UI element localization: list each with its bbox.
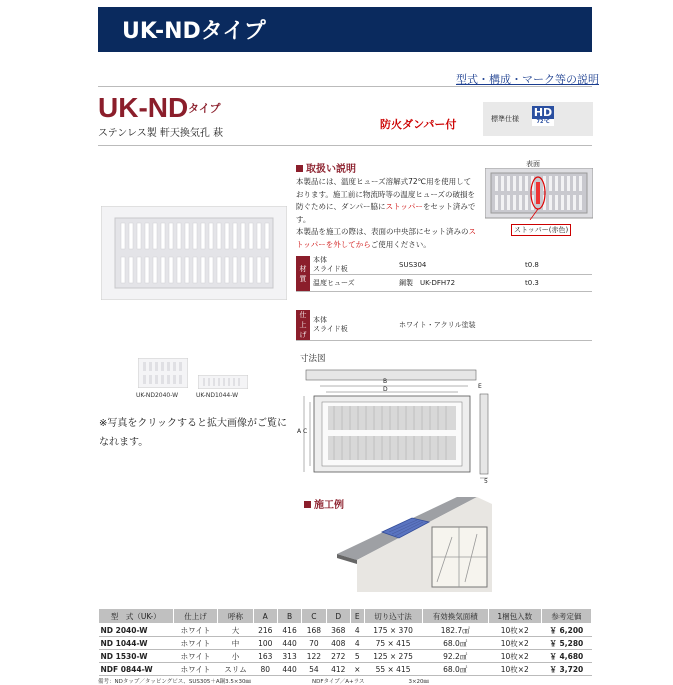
cell-area: 68.0㎠ (422, 663, 488, 676)
dimension-drawing (296, 364, 496, 484)
vent-stopper-icon (485, 168, 593, 220)
spec-name: 本体 スライド板 (310, 256, 396, 275)
footer-left-note: 備考：NDタップ／タッピングビス、SUS305＋A鋼3.5×30㎜ (98, 679, 252, 685)
cell-d: 272 (326, 650, 350, 663)
front-face-label: 表面 (526, 160, 540, 168)
cell-cut: 125 × 275 (364, 650, 422, 663)
stopper-label: ストッパー(赤色) (511, 224, 571, 236)
cell-area: 92.2㎠ (422, 650, 488, 663)
spec-thick: t0.3 (522, 275, 592, 292)
vent-1044-icon (198, 375, 248, 389)
section-square-icon (304, 501, 311, 508)
hd-badge-text: HD (533, 106, 553, 119)
divider (98, 86, 592, 87)
material-label: 材質 (296, 256, 310, 292)
cell-b: 440 (277, 663, 301, 676)
divider (98, 145, 592, 146)
cell-price: ￥ 6,200 (541, 624, 591, 637)
instructions-title (296, 160, 356, 175)
cell-size: 小 (218, 650, 253, 663)
col-c: C (302, 609, 326, 624)
cell-model: ND 2040-W (99, 624, 174, 637)
house-eave-icon (337, 492, 492, 592)
instr-text1-tail: をセット済みです。 (296, 202, 476, 224)
dimension-diagram-icon (296, 364, 496, 484)
cell-c: 54 (302, 663, 326, 676)
dim-label-a: A (297, 428, 302, 435)
instr-text2-red: ストッパーを外してから (296, 227, 476, 249)
material-table (296, 256, 592, 292)
col-d: D (326, 609, 350, 624)
cell-size: 大 (218, 624, 253, 637)
cell-size: 中 (218, 637, 253, 650)
dim-label-b: B (383, 378, 388, 385)
material-row (296, 275, 592, 292)
section-square-icon (296, 165, 303, 172)
dimension-title: 寸法図 (300, 354, 326, 364)
cell-pack: 10枚×2 (488, 637, 541, 650)
cell-d: 412 (326, 663, 350, 676)
cell-b: 313 (277, 650, 301, 663)
cell-model: ND 1044-W (99, 637, 174, 650)
fire-damper-label: 防火ダンパー付 (380, 118, 457, 131)
cell-e: × (350, 663, 364, 676)
product-name: ステンレス製 軒天換気孔 萩 (98, 128, 224, 139)
cell-model: NDF 0844-W (99, 663, 174, 676)
instructions-title-text: 取扱い説明 (306, 164, 356, 175)
price-table (98, 608, 592, 676)
cell-pack: 10枚×2 (488, 624, 541, 637)
col-finish: 仕上げ (173, 609, 218, 624)
cell-a: 163 (253, 650, 277, 663)
hd-badge-icon (532, 106, 554, 126)
model-explanation-link[interactable]: 型式・構成・マーク等の説明 (456, 73, 599, 86)
cell-model: ND 1530-W (99, 650, 174, 663)
vent-large-icon (101, 206, 287, 300)
cell-b: 440 (277, 637, 301, 650)
cell-pack: 10枚×2 (488, 663, 541, 676)
cell-area: 182.7㎠ (422, 624, 488, 637)
cell-e: 5 (350, 650, 364, 663)
col-model: 型 式（UK-） (99, 609, 174, 624)
caption-1044: UK-ND1044-W (196, 392, 239, 399)
cell-e: 4 (350, 624, 364, 637)
cell-a: 100 (253, 637, 277, 650)
cell-price: ￥ 4,680 (541, 650, 591, 663)
hd-badge-temp: 72℃ (532, 119, 554, 126)
photo-note: ※写真をクリックすると拡大画像がご覧になれます。 (99, 418, 287, 448)
finish-label: 仕上げ (296, 310, 310, 341)
instr-text1-red: ストッパー (385, 202, 423, 211)
table-row (99, 624, 592, 637)
spec-value: SUS304 (396, 256, 522, 275)
spec-name: 温度ヒューズ (310, 275, 396, 292)
col-b: B (277, 609, 301, 624)
spec-thick: t0.8 (522, 256, 592, 275)
cell-cut: 75 × 415 (364, 637, 422, 650)
col-a: A (253, 609, 277, 624)
cell-c: 122 (302, 650, 326, 663)
install-illustration (337, 492, 492, 592)
page-title: UK-NDタイプ (122, 19, 266, 44)
cell-size: スリム (218, 663, 253, 676)
standard-spec-label: 標準仕様 (491, 115, 519, 123)
col-price: 参考定価 (541, 609, 591, 624)
cell-finish: ホワイト (173, 637, 218, 650)
col-cut: 切り込寸法 (364, 609, 422, 624)
cell-cut: 175 × 370 (364, 624, 422, 637)
cell-price: ￥ 5,280 (541, 637, 591, 650)
cell-b: 416 (277, 624, 301, 637)
product-photo-1044[interactable] (198, 374, 248, 388)
table-row (99, 637, 592, 650)
stopper-diagram (485, 168, 593, 220)
instr-text1: 本製品には、温度ヒューズ溶解式72℃用を使用しております。施工前に物流時等の温度ヒューズの破損を防ぐために、ダンパー脇に (296, 177, 476, 211)
brand-name: UK-ND (98, 92, 189, 123)
cell-d: 408 (326, 637, 350, 650)
cell-c: 168 (302, 624, 326, 637)
spec-value: ホワイト・アクリル塗装 (396, 310, 592, 341)
instr-text2-tail: ご使用ください。 (370, 239, 431, 249)
table-row (99, 663, 592, 676)
material-row (296, 256, 592, 275)
col-area: 有効換気面積 (422, 609, 488, 624)
cell-c: 70 (302, 637, 326, 650)
finish-table (296, 310, 592, 341)
footer-right-note: NDFタイプ／A+ラス 3×20㎜ (312, 679, 430, 685)
page-header (98, 7, 592, 52)
instructions-text (296, 176, 478, 251)
spec-value: 鋼製 UK-DFH72 (396, 275, 522, 292)
cell-a: 80 (253, 663, 277, 676)
cell-cut: 55 × 415 (364, 663, 422, 676)
instr-text2: 本製品を施工の際は、表面の中央部にセット済みの (296, 227, 469, 236)
cell-area: 68.0㎠ (422, 637, 488, 650)
col-pack: 1梱包入数 (488, 609, 541, 624)
cell-d: 368 (326, 624, 350, 637)
install-title-text: 施工例 (314, 500, 344, 511)
caption-2040: UK-ND2040-W (136, 392, 179, 399)
dim-label-e: E (478, 383, 482, 390)
dim-label-d: D (383, 386, 388, 393)
col-e: E (350, 609, 364, 624)
cell-price: ￥ 3,720 (541, 663, 591, 676)
finish-row (296, 310, 592, 341)
spec-name: 本体 スライド板 (310, 310, 396, 341)
cell-finish: ホワイト (173, 650, 218, 663)
vent-2040-icon (138, 358, 188, 388)
cell-pack: 10枚×2 (488, 650, 541, 663)
table-row (99, 650, 592, 663)
cell-finish: ホワイト (173, 663, 218, 676)
price-header-row (99, 609, 592, 624)
cell-e: 4 (350, 637, 364, 650)
product-photo-2040[interactable] (138, 358, 188, 388)
col-size: 呼称 (218, 609, 253, 624)
dim-label-5: 5 (484, 478, 488, 485)
cell-a: 216 (253, 624, 277, 637)
brand-suffix: タイプ (188, 102, 221, 115)
dim-label-c: C (303, 428, 308, 435)
product-photo-large[interactable] (101, 206, 287, 300)
cell-finish: ホワイト (173, 624, 218, 637)
